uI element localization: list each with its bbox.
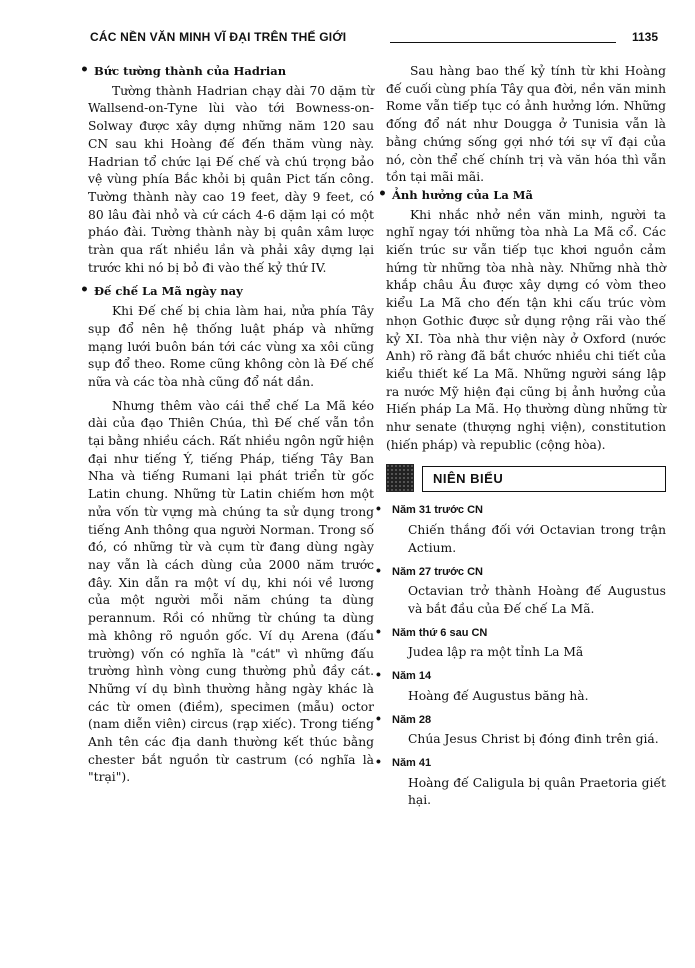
- left-column: [88, 63, 374, 787]
- timeline-year: • Năm thứ 6 sau CN: [392, 625, 666, 643]
- timeline-desc: Hoàng đế Caligula bị quân Praetoria giết hại.: [408, 775, 666, 808]
- paragraph-rome-influence-intro: Sau hàng bao thế kỷ tính từ khi Hoàng đế cuối cùng phía Tây qua đời, nền văn minh Rome vẫn tiếp tục có ảnh hưởng lớn. Những đống đổ nát như Dougga ở Tunisia vẫn là bằng chứng sống gợi nhớ tới sự vĩ đại của nó, còn thể chế chính trị và văn hóa thì vẫn tồn tại mãi mãi.: [386, 64, 666, 185]
- right-column: [386, 63, 666, 810]
- timeline-year: • Năm 41: [392, 755, 666, 773]
- timeline-list: [386, 502, 666, 810]
- header-rule: [390, 42, 616, 43]
- timeline-title: NIÊN BIỂU: [422, 466, 666, 492]
- timeline-banner-icon: [386, 464, 414, 492]
- timeline-year: • Năm 28: [392, 712, 666, 730]
- page-number: 1135: [631, 30, 658, 44]
- timeline-year: • Năm 14: [392, 668, 666, 686]
- timeline-banner: [386, 464, 666, 496]
- timeline-desc: Hoàng đế Augustus băng hà.: [408, 688, 589, 703]
- paragraph-empire-collapse: Khi Đế chế bị chia làm hai, nửa phía Tây sụp đổ nên hệ thống luật pháp và những mạng lưới buôn bán tới các vùng xa xôi cũng sụp đổ theo. Rome cũng không còn là Đế chế nữa và các tòa nhà cũng đổ nát dần.: [88, 304, 374, 389]
- timeline-desc: Judea lập ra một tỉnh La Mã: [408, 645, 584, 660]
- running-title: CÁC NỀN VĂN MINH VĨ ĐẠI TRÊN THẾ GIỚI: [90, 30, 347, 44]
- timeline-year: • Năm 31 trước CN: [392, 502, 666, 520]
- section-heading-roman-influence: • Ảnh hưởng của La Mã: [392, 187, 666, 205]
- section-heading-hadrian-wall: • Bức tường thành của Hadrian: [94, 63, 374, 81]
- timeline-desc: Chiến thắng đối với Octavian trong trận Actium.: [408, 523, 666, 555]
- page-header: [90, 30, 658, 50]
- timeline-year: • Năm 27 trước CN: [392, 564, 666, 582]
- timeline-desc: Octavian trở thành Hoàng đế Augustus và bắt đầu của Đế chế La Mã.: [408, 584, 666, 616]
- paragraph-roman-architecture: Khi nhắc nhở nền văn minh, người ta nghĩ ngay tới những tòa nhà La Mã cổ. Các kiến trúc sư vẫn tiếp tục khơi nguồn cảm hứng từ những tòa nhà này. Những nhà thờ khắp châu Âu được xây dựng có vòm theo kiểu La Mã cho đến tận khi cấu trúc vòm nhọn Gothic được sử dụng rộng rãi vào thế kỷ XI. Tòa nhà thư viện này ở Oxford (nước Anh) rõ ràng đã bắt chước nhiều chi tiết của kiểu thiết kế La Mã. Những người sáng lập ra nước Mỹ hiện đại cũng bị ảnh hưởng của Hiến pháp La Mã. Họ thường dùng những từ như senate (thượng nghị viện), constitution (hiến pháp) và republic (cộng hòa).: [386, 207, 666, 452]
- timeline-desc: Chúa Jesus Christ bị đóng đinh trên giá.: [408, 732, 659, 747]
- paragraph-hadrian-wall: Tường thành Hadrian chạy dài 70 dặm từ Wallsend-on-Tyne lùi vào tới Bowness-on-Solway được xây dựng những năm 120 sau CN sau khi Hoàng đế đến thăm vùng này. Hadrian tổ chức lại Đế chế và chú trọng bảo vệ vùng phía Bắc khỏi bị quân Pict tấn công. Tường thành này cao 19 feet, dày 9 feet, có 80 lâu đài nhỏ và cứ cách 4-6 dặm lại có một pháo đài. Tường thành này bị quân xâm lược tràn qua rất nhiều lần và phải xây dựng lại trước khi nó bị bỏ đi vào thế kỷ thứ IV.: [88, 83, 374, 275]
- section-heading-roman-empire-today: • Đế chế La Mã ngày nay: [94, 283, 374, 301]
- paragraph-latin-legacy: Nhưng thêm vào cái thể chế La Mã kéo dài của đạo Thiên Chúa, thì Đế chế vẫn tồn tại bằng nhiều cách. Rất nhiều ngôn ngữ hiện đại như tiếng Ý, tiếng Pháp, tiếng Tây Ban Nha và tiếng Rumani lại phát triển từ gốc Latin chung. Những từ Latin chiếm hơn một nửa vốn từ vựng mà chúng ta sử dụng trong tiếng Anh thông qua người Norman. Trong số đó, có những từ và cụm từ đang dùng ngày nay vẫn là cách dùng của 2000 năm trước đây. Xin dẫn ra một ví dụ, khi nói về lương của một người mỗi năm chúng ta dùng perannum. Rồi có những từ chúng ta dùng mà không rõ nguồn gốc. Ví dụ Arena (đấu trường) vốn có nghĩa là "cát" vì những đấu trường hình vòng cung thường phủ đầy cát. Những ví dụ bình thường hằng ngày khác là các từ omen (điềm), specimen (mẫu) octor (nam diễn viên) circus (rạp xiếc). Trong tiếng Anh tên các địa danh thường kết thúc bằng chester bắt nguồn từ castrum (có nghĩa là "trại").: [88, 398, 374, 785]
